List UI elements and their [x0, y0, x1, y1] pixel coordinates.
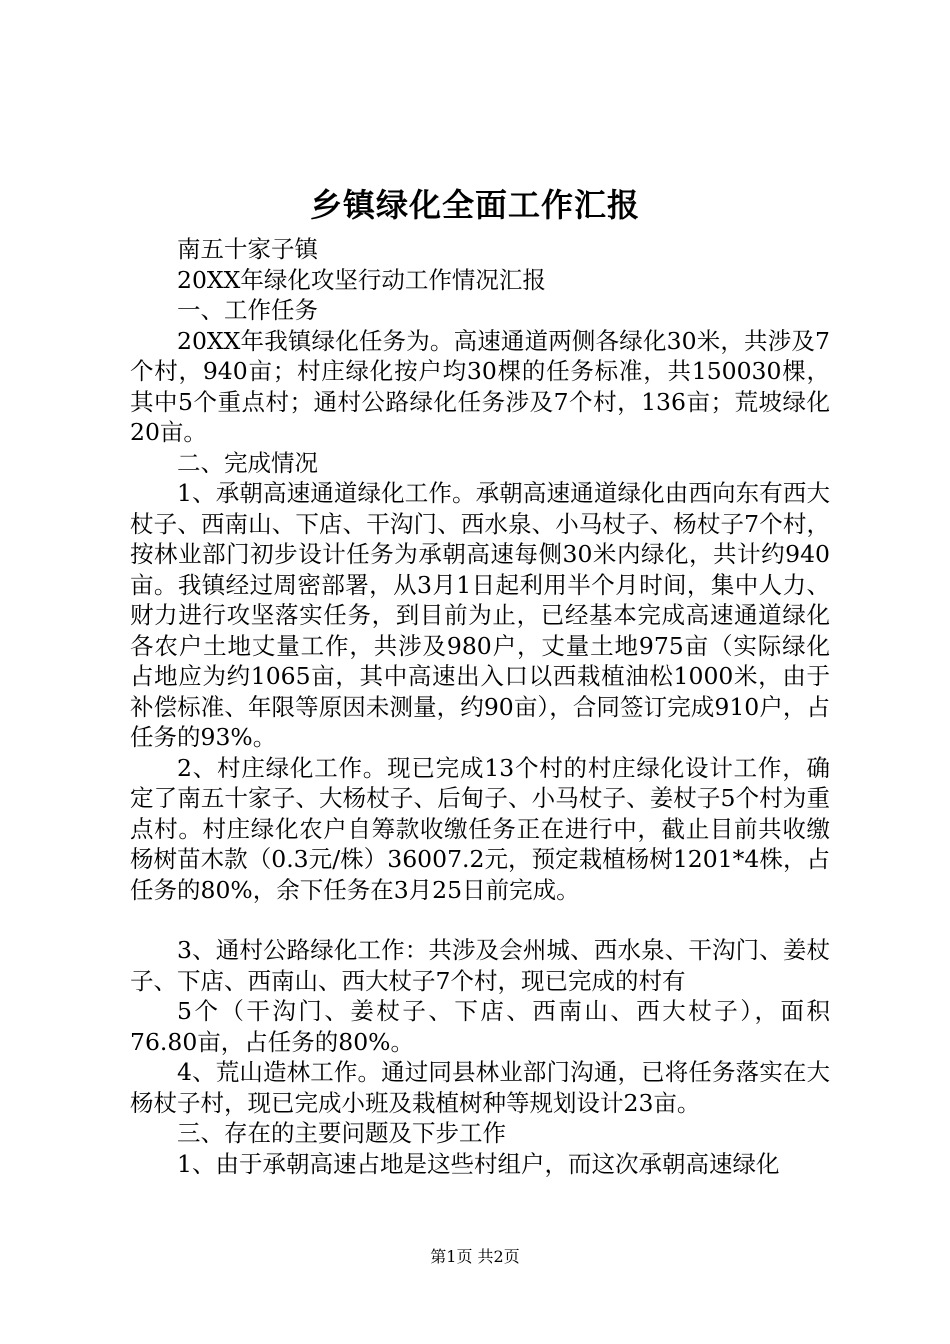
heading-problems: 三、存在的主要问题及下步工作 [177, 1119, 506, 1147]
paragraph-problem-1: 1、由于承朝高速占地是这些村组户，而这次承朝高速绿化 [177, 1149, 780, 1178]
paragraph-highway: 1、承朝高速通道绿化工作。承朝高速通道绿化由西向东有西大杖子、西南山、下店、干沟门、西水泉、小马杖子、杨杖子7个村，按林业部门初步设计任务为承朝高速每侧30米内绿化，共计约940亩。我镇经过周密部署，从3月1日起利用半个月时间，集中人力、财力进行攻坚落实任务，到目前为止，已经基本完成高速通道绿化各农户土地丈量工作，共涉及980户，丈量土地975亩（实际绿化占地应为约1065亩，其中高速出入口以西栽植油松1000米，由于补偿标准、年限等原因未测量，约90亩），合同签订完成910户，占任务的93%。 [130, 479, 830, 751]
paragraph-town: 南五十家子镇 [177, 235, 318, 263]
page-footer: 第1页 共2页 [430, 1247, 520, 1266]
paragraph-road-continued: 5个（干沟门、姜杖子、下店、西南山、西大杖子），面积76.80亩，占任务的80%。 [130, 997, 830, 1056]
document-body [130, 234, 830, 1179]
paragraph-report-name: 20XX年绿化攻坚行动工作情况汇报 [177, 265, 546, 294]
paragraph-afforestation: 4、荒山造林工作。通过同县林业部门沟通，已将任务落实在大杨杖子村，现已完成小班及栽植树种等规划设计23亩。 [130, 1058, 830, 1117]
heading-completion: 二、完成情况 [177, 448, 318, 477]
paragraph-tasks: 20XX年我镇绿化任务为。高速通道两侧各绿化30米，共涉及7个村，940亩；村庄绿化按户均30棵的任务标准，共150030棵，其中5个重点村；通村公路绿化任务涉及7个村，136亩；荒坡绿化20亩。 [130, 326, 830, 446]
heading-tasks: 一、工作任务 [177, 296, 318, 324]
paragraph-village: 2、村庄绿化工作。现已完成13个村的村庄绿化设计工作，确定了南五十家子、大杨杖子、后甸子、小马杖子、姜杖子5个村为重点村。村庄绿化农户自筹款收缴任务正在进行中，截止目前共收缴杨树苗木款（0.3元/株）36007.2元，预定栽植杨树1201*4株，占任务的80%，余下任务在3月25日前完成。 [130, 753, 830, 904]
paragraph-road: 3、通村公路绿化工作：共涉及会州城、西水泉、干沟门、姜杖子、下店、西南山、西大杖子7个村，现已完成的村有 [130, 936, 830, 995]
document-title: 乡镇绿化全面工作汇报 [309, 186, 640, 224]
